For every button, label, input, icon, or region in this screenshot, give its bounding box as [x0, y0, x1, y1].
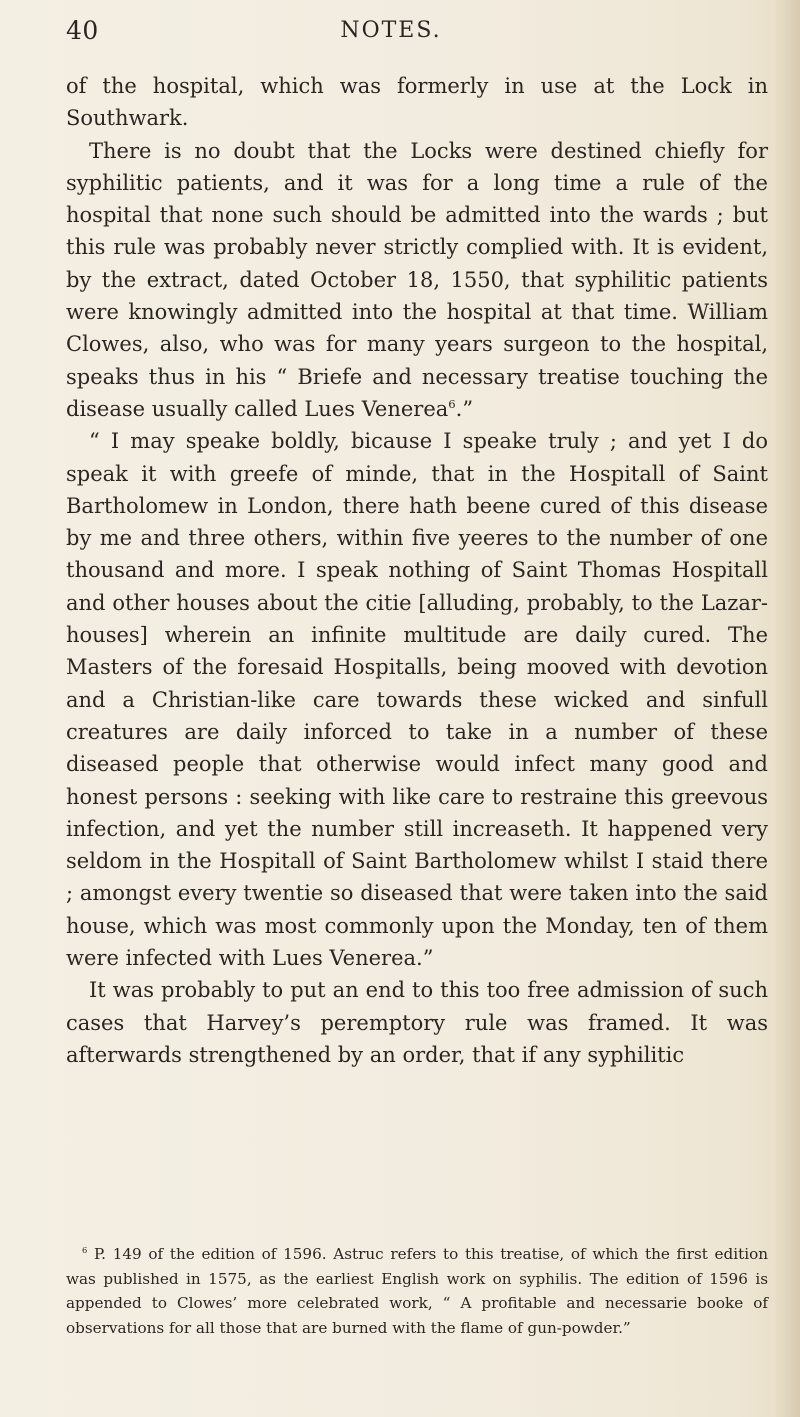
paragraph-harvey-rule: It was probably to put an end to this too free admission of such cases that Harvey’s peremptory rule was framed. It was afterwards strengthened by an order, that if any syphilitic — [66, 978, 768, 1067]
paragraph-continuation: of the hospital, which was formerly in use at the Lock in Southwark. — [66, 74, 768, 131]
paragraph-locks-end: .” — [455, 396, 474, 421]
footnotes — [66, 1242, 768, 1340]
paragraph-locks — [66, 135, 768, 426]
running-head-title: NOTES. — [340, 18, 442, 43]
footnote-marker: 6 — [82, 1244, 88, 1255]
footnote-reference[interactable]: 6 — [448, 396, 456, 411]
paragraph-locks-text: There is no doubt that the Locks were destined chiefly for syphilitic patients, and it was for a long time a rule of the hospital that none such should be admitted into the wards ; but this rule was probably never strictly complied with. It is evident, by the extract, dated October 18, 1550, that syphilitic patients were knowingly admitted into the hospital at that time. William Clowes, also, who was for many years surgeon to the hospital, speaks thus in his “ Briefe and necessary treatise touching the disease usually called Lues Venerea — [66, 138, 768, 421]
footnote-text: P. 149 of the edition of 1596. Astruc refers to this treatise, of which the first edition was published in 1575, as the earliest English work on syphilis. The edition of 1596 is appended to Clowes’ more celebrated work, “ A profitable and necessarie booke of observations for all those that are burned with the flame of gun-powder.” — [66, 1245, 769, 1337]
page-edge-shadow — [774, 0, 800, 1417]
body-text — [66, 70, 768, 1071]
running-head — [66, 16, 716, 52]
page-number: 40 — [66, 16, 99, 45]
quotation-clowes: “ I may speake boldly, bicause I speake truly ; and yet I do speak it with greefe of minde, that in the Hospitall of Saint Bartholomew in London, there hath beene cured of this disease by me and three others, within five yeeres to the number of one thousand and more. I speak nothing of Saint Thomas Hospitall and other houses about the citie [alluding, probably, to the Lazar-houses] wherein an infinite multitude are daily cured. The Masters of the foresaid Hospitalls, being mooved with devotion and a Christian-like care towards these wicked and sinfull creatures are daily inforced to take in a number of these diseased people that otherwise would infect many good and honest persons : seeking with like care to restraine this greevous infection, and yet the number still increaseth. It happened very seldom in the Hospitall of Saint Bartholomew whilst I staid there ; amongst every twentie so diseased that were taken into the said house, which was most commonly upon the Monday, ten of them were infected with Lues Venerea.” — [66, 429, 768, 971]
footnote-6 — [66, 1242, 768, 1340]
